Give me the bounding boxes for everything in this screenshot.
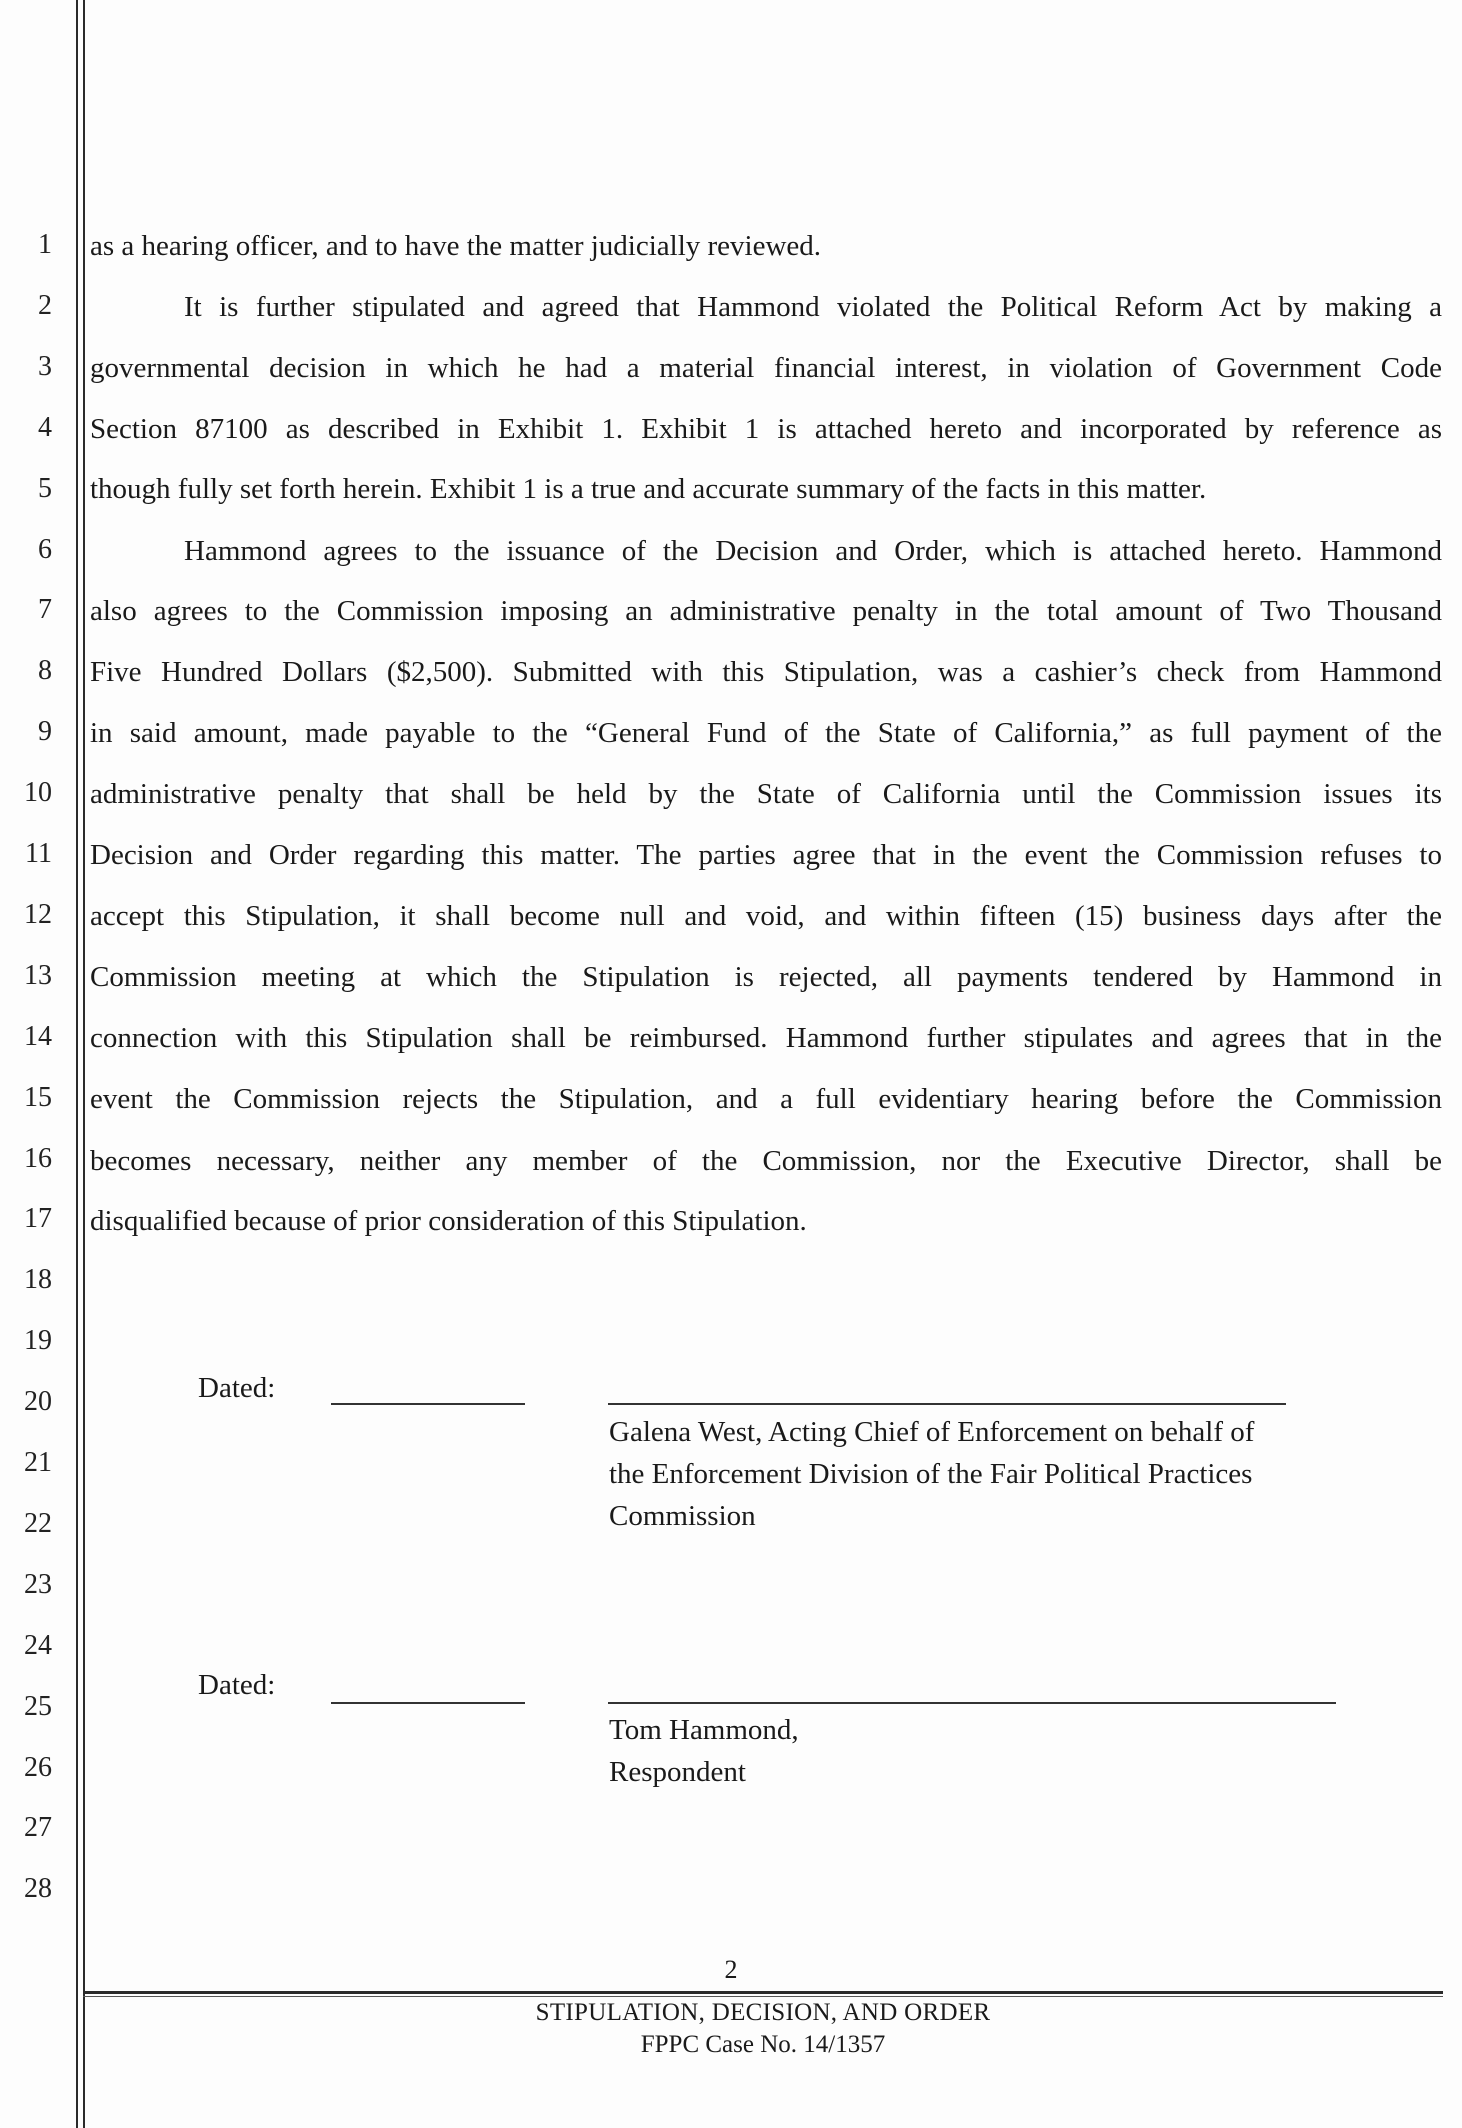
signature-line [608, 1702, 1336, 1704]
footer-rule-thin [83, 1996, 1443, 1997]
body-line-7: also agrees to the Commission imposing an administrative penalty in the total amount of Two Thousand [90, 595, 1442, 627]
line-number: 25 [24, 1691, 52, 1722]
line-number: 9 [38, 716, 52, 747]
margin-rule-left [76, 0, 78, 2128]
margin-rule-right [83, 0, 85, 2128]
line-number: 13 [24, 960, 52, 991]
body-line-14: connection with this Stipulation shall be reimbursed. Hammond further stipulates and agrees that in the [90, 1022, 1442, 1054]
line-number: 18 [24, 1264, 52, 1295]
body-line-6: Hammond agrees to the issuance of the Decision and Order, which is attached hereto. Hammond [184, 535, 1442, 567]
line-number: 11 [25, 838, 52, 869]
signer-name-line-1: Galena West, Acting Chief of Enforcement on behalf of [609, 1416, 1255, 1448]
line-number: 10 [24, 777, 52, 808]
footer-document-title: STIPULATION, DECISION, AND ORDER [535, 1999, 991, 2026]
line-number: 12 [24, 899, 52, 930]
dated-label: Dated: [198, 1669, 276, 1701]
signer-name-line-2: Respondent [609, 1756, 746, 1788]
line-number: 27 [24, 1812, 52, 1843]
body-line-17: disqualified because of prior consideration of this Stipulation. [90, 1205, 807, 1237]
dated-label: Dated: [198, 1372, 276, 1404]
body-line-11: Decision and Order regarding this matter. The parties agree that in the event the Commission refuses to [90, 839, 1442, 871]
signer-name-line-2: the Enforcement Division of the Fair Political Practices [609, 1458, 1253, 1490]
body-line-4: Section 87100 as described in Exhibit 1. Exhibit 1 is attached hereto and incorporated by reference as [90, 413, 1442, 445]
line-number: 5 [38, 473, 52, 504]
line-number: 14 [24, 1021, 52, 1052]
line-number: 1 [38, 229, 52, 260]
line-number: 4 [38, 412, 52, 443]
line-number: 23 [24, 1569, 52, 1600]
line-number: 2 [38, 290, 52, 321]
footer-rule [83, 1991, 1443, 1994]
line-number: 26 [24, 1752, 52, 1783]
line-number: 15 [24, 1082, 52, 1113]
page-number: 2 [724, 1955, 738, 1984]
line-number: 24 [24, 1630, 52, 1661]
body-line-15: event the Commission rejects the Stipulation, and a full evidentiary hearing before the Commission [90, 1083, 1442, 1115]
line-number: 6 [38, 534, 52, 565]
line-number: 16 [24, 1143, 52, 1174]
body-line-16: becomes necessary, neither any member of the Commission, nor the Executive Director, shall be [90, 1145, 1442, 1177]
body-line-3: governmental decision in which he had a material financial interest, in violation of Government Code [90, 352, 1442, 384]
body-line-12: accept this Stipulation, it shall become null and void, and within fifteen (15) business days after the [90, 900, 1442, 932]
date-blank-line [331, 1702, 525, 1704]
body-line-9: in said amount, made payable to the “General Fund of the State of California,” as full payment of the [90, 717, 1442, 749]
date-blank-line [331, 1403, 525, 1405]
body-line-8: Five Hundred Dollars ($2,500). Submitted with this Stipulation, was a cashier’s check from Hammond [90, 656, 1442, 688]
signature-line [608, 1403, 1286, 1405]
line-number: 21 [24, 1447, 52, 1478]
body-line-10: administrative penalty that shall be held by the State of California until the Commission issues its [90, 778, 1442, 810]
signer-name-line-3: Commission [609, 1500, 756, 1532]
line-number: 28 [24, 1873, 52, 1904]
line-number: 8 [38, 655, 52, 686]
line-number: 3 [38, 351, 52, 382]
body-line-1: as a hearing officer, and to have the matter judicially reviewed. [90, 230, 822, 262]
body-line-2: It is further stipulated and agreed that Hammond violated the Political Reform Act by making a [184, 291, 1442, 323]
line-number: 7 [38, 594, 52, 625]
line-number: 22 [24, 1508, 52, 1539]
line-number: 17 [24, 1203, 52, 1234]
line-number: 19 [24, 1325, 52, 1356]
line-number: 20 [24, 1386, 52, 1417]
signer-name-line-1: Tom Hammond, [609, 1714, 799, 1746]
body-line-5: though fully set forth herein. Exhibit 1 is a true and accurate summary of the facts in this matter. [90, 473, 1207, 505]
footer-case-number: FPPC Case No. 14/1357 [640, 2031, 886, 2058]
body-line-13: Commission meeting at which the Stipulation is rejected, all payments tendered by Hammond in [90, 961, 1442, 993]
